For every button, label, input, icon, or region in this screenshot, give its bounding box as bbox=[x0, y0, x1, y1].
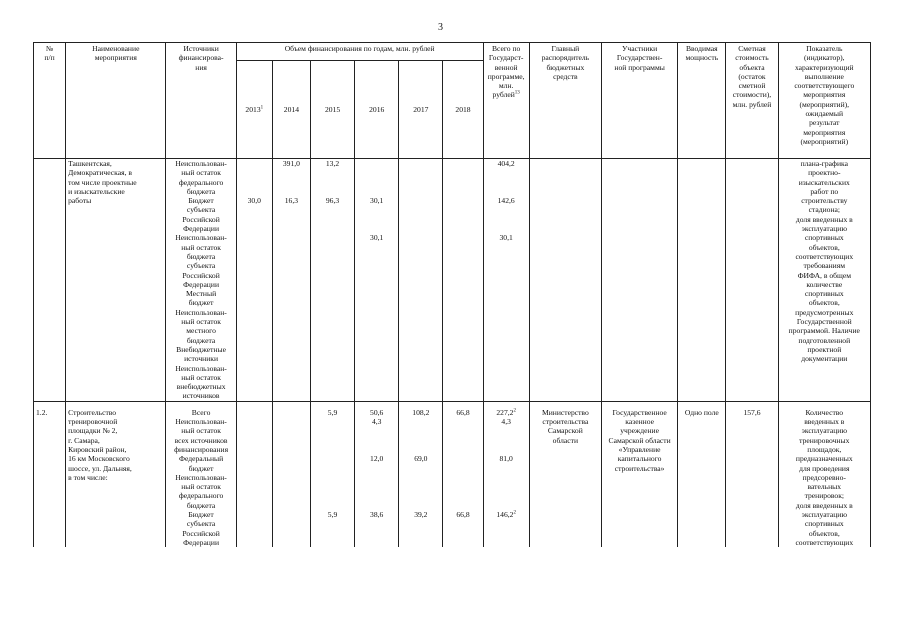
text-line: ный остаток bbox=[181, 168, 221, 178]
header-year-2016: 2016 bbox=[355, 61, 399, 159]
text-line: эксплуатацию bbox=[801, 509, 847, 519]
text-line: строительства» bbox=[614, 463, 665, 473]
text-line: соответствующих bbox=[795, 537, 854, 547]
text-line: Государственной bbox=[796, 317, 852, 327]
text-line: ный остаток bbox=[181, 482, 221, 492]
text-line: «Управление bbox=[618, 444, 661, 454]
text-line: тренировок; bbox=[804, 491, 844, 501]
text-line: субъекта bbox=[186, 519, 216, 529]
financing-table bbox=[33, 42, 871, 547]
text-line: стадиона; bbox=[808, 205, 840, 215]
text-line: для проведения bbox=[799, 463, 850, 473]
cell-participants bbox=[601, 401, 677, 547]
text-line: финансирования bbox=[174, 444, 229, 454]
text-line: работ по bbox=[810, 186, 839, 196]
cell-2015: 5,9 5,9 bbox=[310, 401, 354, 547]
text-line: Федерации bbox=[183, 537, 220, 547]
header-chief-admin: Главный распорядитель бюджетных средств bbox=[529, 43, 601, 159]
text-line: казенное bbox=[625, 417, 654, 427]
table-row bbox=[34, 159, 871, 402]
text-line: Самарской bbox=[547, 426, 583, 436]
text-line: бюджет bbox=[188, 298, 214, 308]
text-line: предусмотренных bbox=[795, 307, 854, 317]
cell-no: 1.2. bbox=[34, 401, 66, 547]
header-year-2015: 2015 bbox=[310, 61, 354, 159]
page-number: 3 bbox=[438, 22, 443, 33]
text-line: доля введенных в bbox=[795, 214, 853, 224]
text-line: объектов, bbox=[808, 528, 840, 538]
text-line: Ташкентская, bbox=[68, 159, 112, 168]
text-line: Неиспользован- bbox=[175, 307, 227, 317]
header-no: № п/п bbox=[34, 43, 66, 159]
text-line: проектной bbox=[807, 344, 842, 354]
text-line: спортивных bbox=[804, 519, 844, 529]
text-line: изыскательских bbox=[798, 177, 850, 187]
cell-2016: 30,1 30,1 bbox=[355, 159, 399, 402]
text-line: местного bbox=[186, 326, 216, 336]
text-line: площадок, bbox=[807, 444, 842, 454]
text-line: Внебюджетные bbox=[176, 344, 227, 354]
text-line: объектов, bbox=[808, 298, 840, 308]
header-year-2013: 2013$^1$ bbox=[236, 61, 272, 159]
text-line: соответствующих bbox=[795, 251, 854, 261]
cell-participants bbox=[601, 159, 677, 402]
text-line: субъекта bbox=[186, 205, 216, 215]
text-line: федерального bbox=[178, 177, 224, 187]
cell-name bbox=[66, 401, 166, 547]
text-line: Неиспользован- bbox=[175, 159, 227, 168]
cell-2014: 391,0 16,3 bbox=[272, 159, 310, 402]
text-line: программой. Наличие bbox=[788, 326, 860, 336]
cell-estimated-cost bbox=[726, 159, 778, 402]
text-line: источников bbox=[182, 391, 220, 401]
text-line: строительства bbox=[542, 417, 589, 427]
text-line: тренировочных bbox=[799, 435, 850, 445]
text-line: том числе проектные bbox=[68, 177, 137, 187]
cell-chief-admin bbox=[529, 159, 601, 402]
text-line: предсоревно- bbox=[802, 472, 846, 482]
text-line: в том числе: bbox=[68, 472, 108, 482]
text-line: Неиспользован- bbox=[175, 472, 227, 482]
text-line: Неиспользован- bbox=[175, 363, 227, 373]
text-line: бюджета bbox=[186, 500, 216, 510]
cell-indicator bbox=[778, 159, 870, 402]
header-capacity: Вводимая мощность bbox=[678, 43, 726, 159]
text-line: учреждение bbox=[620, 426, 659, 436]
text-line: Российской bbox=[182, 270, 220, 280]
cell-2013: 30,0 bbox=[236, 159, 272, 402]
header-total: Всего по Государст- венной программе, млн. рублей$^{13}$ bbox=[483, 43, 529, 159]
text-line: бюджета bbox=[186, 335, 216, 345]
text-line: источники bbox=[184, 354, 219, 364]
text-line: бюджета bbox=[186, 186, 216, 196]
text-line: документации bbox=[801, 354, 848, 364]
text-line: строительству bbox=[801, 196, 848, 206]
cell-2013 bbox=[236, 401, 272, 547]
text-line: федерального bbox=[178, 491, 224, 501]
cell-total: 227,2$^2$ 4,3 81,0 146,2$^2$ bbox=[483, 401, 529, 547]
text-line: внебюджетных bbox=[176, 382, 226, 392]
cell-capacity: Одно поле bbox=[678, 401, 726, 547]
text-line: требованиям bbox=[803, 261, 846, 271]
text-line: проектно- bbox=[808, 168, 841, 178]
text-line: Государственное bbox=[612, 407, 667, 417]
text-line: вательных bbox=[807, 482, 842, 492]
text-line: предназначенных bbox=[795, 454, 853, 464]
cell-estimated-cost: 157,6 bbox=[726, 401, 778, 547]
text-line: бюджета bbox=[186, 251, 216, 261]
cell-2018: 66,8 66,8 bbox=[443, 401, 483, 547]
header-estimated-cost: Сметная стоимость объекта (остаток сметной стоимости), млн. рублей bbox=[726, 43, 778, 159]
text-line: г. Самара, bbox=[68, 435, 100, 445]
text-line: Неиспользован- bbox=[175, 417, 227, 427]
text-line: тренировочной bbox=[68, 417, 118, 427]
text-line: бюджет bbox=[188, 463, 214, 473]
text-line: ФИФА, в общем bbox=[797, 270, 852, 280]
footnote-sup: 2 bbox=[513, 510, 516, 516]
text-line: Демократическая, в bbox=[68, 168, 132, 178]
text-line: области bbox=[552, 435, 579, 445]
text-line: площадки № 2, bbox=[68, 426, 118, 436]
cell-total: 404,2 142,6 30,1 bbox=[483, 159, 529, 402]
text-line: подготовленной bbox=[798, 335, 851, 345]
text-line: всех источников bbox=[174, 435, 228, 445]
text-line: Всего bbox=[191, 407, 211, 417]
header-indicator: Показатель (индикатор), характеризующий выполнение соответствующего мероприятия (мероприятий), ожидаемый результат мероприятия (мероприятий) bbox=[778, 43, 870, 159]
text-line: субъекта bbox=[186, 261, 216, 271]
text-line: Федерации bbox=[183, 279, 220, 289]
header-name: Наименование мероприятия bbox=[66, 43, 166, 159]
text-line: Неиспользован- bbox=[175, 233, 227, 243]
cell-chief-admin bbox=[529, 401, 601, 547]
text-line: эксплуатацию bbox=[801, 426, 847, 436]
header-participants: Участники Государствен- ной программы bbox=[601, 43, 677, 159]
cell-2018 bbox=[443, 159, 483, 402]
cell-indicator bbox=[778, 401, 870, 547]
footnote-sup: 1 bbox=[260, 105, 264, 111]
cell-name bbox=[66, 159, 166, 402]
text-line: капитального bbox=[617, 454, 662, 464]
cell-no bbox=[34, 159, 66, 402]
header-year-2017: 2017 bbox=[399, 61, 443, 159]
text-line: спортивных bbox=[804, 233, 844, 243]
text-line: доля введенных в bbox=[795, 500, 853, 510]
footnote-sup: 13 bbox=[514, 90, 520, 96]
text-line: Российской bbox=[182, 528, 220, 538]
text-line: Бюджет bbox=[188, 196, 214, 206]
footnote-sup: 2 bbox=[513, 408, 516, 414]
text-line: ный остаток bbox=[181, 372, 221, 382]
cell-2017 bbox=[399, 159, 443, 402]
text-line: Российской bbox=[182, 214, 220, 224]
text-line: ный остаток bbox=[181, 426, 221, 436]
table-row bbox=[34, 401, 871, 547]
header-year-2018: 2018 bbox=[443, 61, 483, 159]
text-line: Кировский район, bbox=[68, 444, 127, 454]
text-line: введенных в bbox=[804, 417, 845, 427]
text-line: Строительство bbox=[68, 407, 117, 417]
text-line: количестве bbox=[806, 279, 843, 289]
header-volume: Объем финансирования по годам, млн. рублей bbox=[236, 43, 483, 61]
text-line: ный остаток bbox=[181, 242, 221, 252]
text-line: эксплуатацию bbox=[801, 224, 847, 234]
header-year-2014: 2014 bbox=[272, 61, 310, 159]
text-line: Местный bbox=[186, 289, 217, 299]
text-line: шоссе, ул. Дальняя, bbox=[68, 463, 132, 473]
cell-2017: 108,2 69,0 39,2 bbox=[399, 401, 443, 547]
text-line: Федерации bbox=[183, 224, 220, 234]
text-line: ный остаток bbox=[181, 317, 221, 327]
text-line: 16 км Московского bbox=[68, 454, 130, 464]
text-line: Бюджет bbox=[188, 509, 214, 519]
text-line: работы bbox=[68, 196, 92, 206]
text-line: объектов, bbox=[808, 242, 840, 252]
cell-2014 bbox=[272, 401, 310, 547]
cell-capacity bbox=[678, 159, 726, 402]
text-line: Министерство bbox=[541, 407, 589, 417]
text-line: Федеральный bbox=[178, 454, 224, 464]
text-line: и изыскательские bbox=[68, 186, 125, 196]
cell-sources bbox=[166, 401, 236, 547]
cell-sources bbox=[166, 159, 236, 402]
cell-2015: 13,2 96,3 bbox=[310, 159, 354, 402]
text-line: Самарской области bbox=[608, 435, 671, 445]
header-sources: Источники финансирова- ния bbox=[166, 43, 236, 159]
text-line: плана-графика bbox=[800, 159, 848, 168]
text-line: Количество bbox=[805, 407, 844, 417]
cell-2016: 50,6 4,3 12,0 38,6 bbox=[355, 401, 399, 547]
text-line: спортивных bbox=[804, 289, 844, 299]
